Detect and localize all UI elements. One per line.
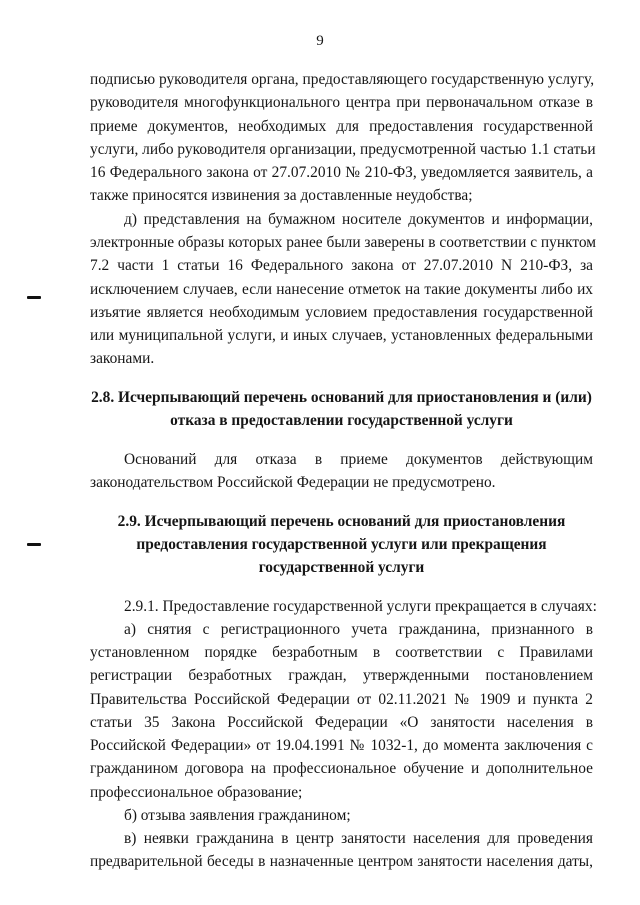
text-line: Оснований для отказа в приеме документов действующим [124, 451, 593, 468]
section-heading: 2.9. Исчерпывающий перечень оснований для приостановления [117, 513, 566, 530]
margin-mark [27, 296, 41, 299]
text-line: гражданином договора на профессиональное обучение и дополнительное [90, 760, 593, 777]
section-heading: 2.8. Исчерпывающий перечень оснований для приостановления и (или) [91, 389, 592, 406]
text-line: изъятие является необходимым условием предоставления государственной [90, 304, 593, 321]
text-line: законодательством Российской Федерации не предусмотрено. [90, 474, 496, 491]
text-line: исключением случаев, если нанесение отметок на такие документы либо их [90, 281, 593, 298]
text-line: профессиональное образование; [90, 784, 303, 801]
margin-mark [27, 543, 41, 546]
text-line: д) представления на бумажном носителе документов и информации, [124, 211, 593, 228]
text-line: Правительства Российской Федерации от 02.11.2021 № 1909 и пункта 2 [90, 691, 593, 708]
text-line: предварительной беседы в назначенные центром занятости населения даты, [90, 853, 593, 870]
text-line: установленном порядке безработным в соответствии с Правилами [90, 644, 593, 661]
text-line: электронные образы которых ранее были заверены в соответствии с пунктом [90, 234, 597, 251]
text-line: б) отзыва заявления гражданином; [124, 807, 351, 824]
text-line: регистрации безработных граждан, утвержденными постановлением [90, 667, 593, 684]
text-line: услуги, либо руководителя организации, предусмотренной частью 1.1 статьи [90, 141, 596, 158]
text-line: руководителя многофункционального центра при первоначальном отказе в [90, 94, 593, 111]
section-heading: государственной услуги [258, 559, 425, 576]
text-line: 16 Федерального закона от 27.07.2010 № 210-ФЗ, уведомляется заявитель, а [90, 164, 593, 181]
text-line: также приносятся извинения за доставленные неудобства; [90, 187, 473, 204]
page-number: 9 [316, 33, 324, 49]
section-heading: отказа в предоставлении государственной услуги [170, 412, 513, 429]
text-line: или муниципальной услуги, и иных случаев, установленных федеральными [90, 327, 593, 344]
text-line: в) неявки гражданина в центр занятости населения для проведения [124, 830, 593, 847]
text-line: 7.2 части 1 статьи 16 Федерального закона от 27.07.2010 N 210-ФЗ, за [90, 257, 593, 274]
text-line: статьи 35 Закона Российской Федерации «О занятости населения в [90, 714, 593, 731]
text-line: Российской Федерации» от 19.04.1991 № 1032-1, до момента заключения с [90, 737, 593, 754]
text-line: а) снятия с регистрационного учета гражданина, признанного в [124, 621, 593, 638]
text-line: подписью руководителя органа, предоставляющего государственную услугу, [90, 71, 595, 88]
section-heading: предоставления государственной услуги или прекращения [136, 536, 547, 553]
text-line: приеме документов, необходимых для предоставления государственной [90, 118, 593, 135]
text-line: законами. [90, 350, 155, 367]
text-line: 2.9.1. Предоставление государственной услуги прекращается в случаях: [124, 598, 597, 615]
